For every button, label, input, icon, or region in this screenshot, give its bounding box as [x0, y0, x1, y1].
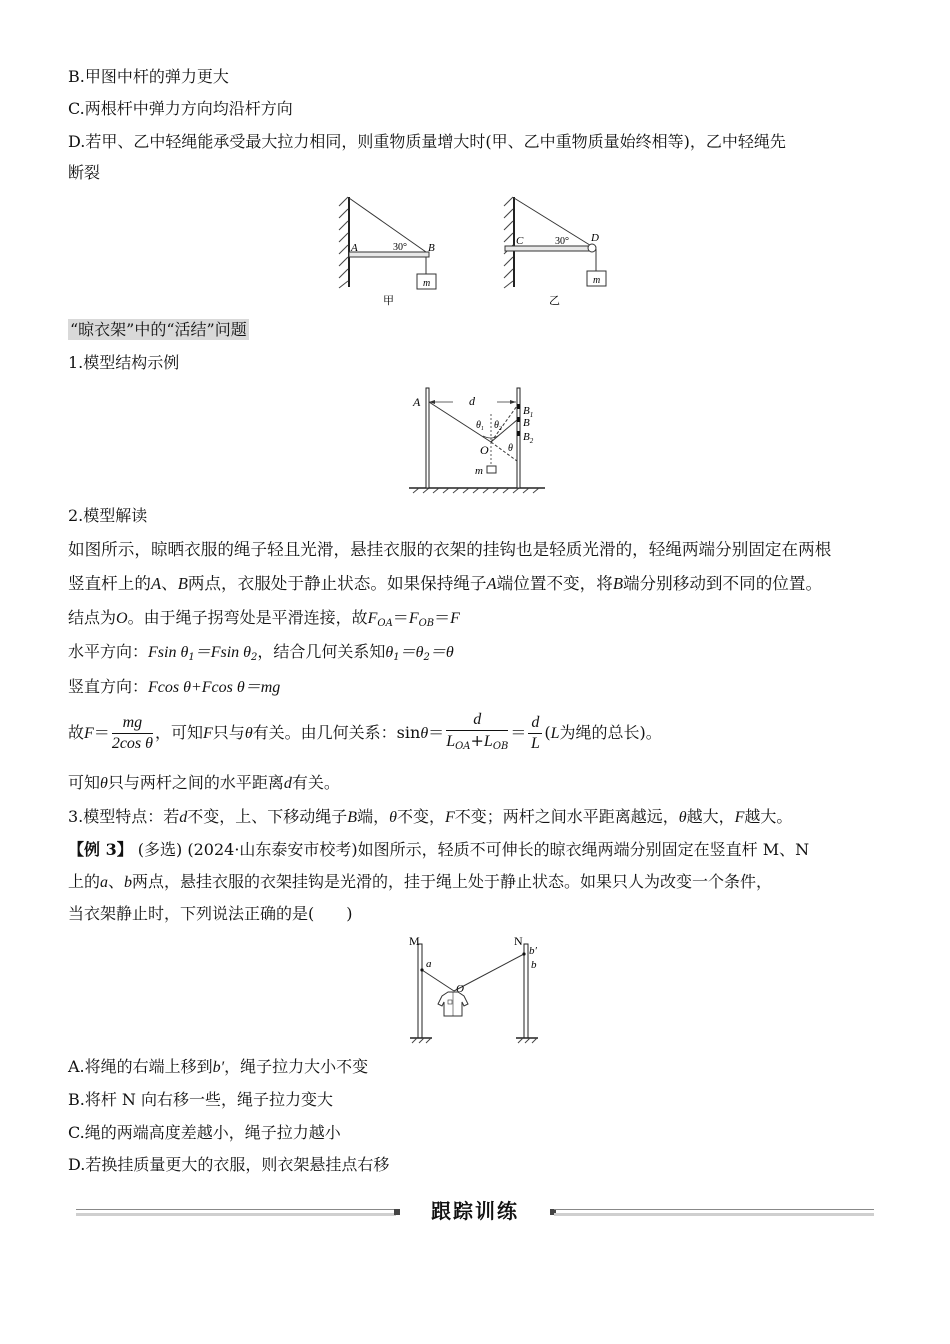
label-o: O: [456, 983, 464, 995]
option-a: A.将绳的右端上移到b′，绳子拉力大小不变: [68, 1057, 369, 1076]
option-c: C.绳的两端高度差越小，绳子拉力越小: [68, 1123, 341, 1142]
explanation-line-2: 竖直杆上的A、B两点，衣服处于静止状态。如果保持绳子A端位置不变，将B端分别移动到不同的位置。: [68, 574, 823, 593]
option-d: D.若换挂质量更大的衣服，则衣架悬挂点右移: [68, 1155, 390, 1174]
figure-yi: [504, 197, 606, 307]
label-b: B: [428, 242, 435, 254]
item-2-heading: 2.模型解读: [68, 506, 148, 525]
label-o: O: [480, 443, 489, 457]
label-a: a: [426, 958, 432, 970]
explanation-line-4: 水平方向：Fsin $\theta_1=Fsin$ $\theta_2$，结合几何关系知$\theta_1=\theta_2=\theta$: [68, 642, 454, 663]
figure-jia: [339, 197, 436, 307]
explanation-line-1: 如图所示，晾晒衣服的绳子轻且光滑，悬挂衣服的衣架的挂钩也是轻质光滑的，轻绳两端分别固定在两根: [68, 540, 832, 559]
figure-rod-comparison: [335, 192, 625, 310]
fraction-d-lsum: $\frac{d}{L_{OA}+L_{OB}}$: [446, 711, 509, 752]
fraction-d-l: $\frac{d}{L}$: [528, 713, 542, 754]
label-b: b: [531, 959, 537, 971]
label-b2: $B_2$: [523, 431, 534, 445]
example-3-line-3: 当衣架静止时，下列说法正确的是( ): [68, 904, 353, 923]
explanation-line-3: 结点为O。由于绳子拐弯处是平滑连接，故$F_{OA}=F_{OB}=F$: [68, 608, 460, 629]
label-c: C: [516, 235, 524, 247]
section-title-text: “晾衣架”中的“活结”问题: [70, 320, 247, 339]
explanation-line-5: 竖直方向：Fcos θ+Fcos θ＝mg: [68, 677, 281, 696]
label-b: B: [523, 417, 530, 429]
mass-label-jia: m: [423, 278, 431, 289]
tracking-training-banner: [76, 1197, 874, 1229]
option-d-top-line1: D.若甲、乙中轻绳能承受最大拉力相同，则重物质量增大时(甲、乙中重物质量始终相等)，乙中轻绳先: [68, 132, 786, 151]
example-3-line-2: 上的a、b两点，悬挂衣服的衣架挂钩是光滑的，挂于绳上处于静止状态。如果只人为改变一个条件，: [68, 872, 773, 891]
label-m: M: [409, 934, 420, 948]
label-theta: θ: [508, 443, 513, 454]
label-b1: $B_1$: [523, 405, 534, 419]
label-d: D: [591, 232, 599, 244]
label-a: A: [413, 395, 421, 409]
label-theta1: $\theta_1$: [476, 420, 484, 432]
formula-line: 故F＝ $\frac{mg}{\text{2cos θ}}$ ，可知F只与θ有关。由几何关系：sinθ＝ $\frac{d}{L_{OA}+L_{OB}}$ ＝ $\frac{d}{L}$ (L为绳的总长)。: [68, 710, 662, 757]
section-title: [68, 320, 249, 340]
fraction-mg-2cos: $\frac{mg}{\text{2cos θ}}$: [111, 714, 153, 752]
item-3-characteristics: 3.模型特点：若d不变，上、下移动绳子B端，θ不变，F不变；两杆之间水平距离越远，θ越大，F越大。: [68, 807, 793, 826]
label-n: N: [514, 934, 523, 948]
figure-clothesline: [404, 934, 554, 1046]
mass-label-yi: m: [593, 275, 601, 286]
label-d: d: [469, 394, 475, 408]
label-m: m: [475, 465, 483, 477]
figure-hanger-model: [405, 384, 551, 494]
item-1-heading: 1.模型结构示例: [68, 353, 180, 372]
option-c-top: C.两根杆中弹力方向均沿杆方向: [68, 99, 293, 118]
option-d-top-line2: 断裂: [68, 163, 101, 182]
example-tag: 【例 3】: [68, 840, 133, 859]
option-b: B.将杆 N 向右移一些，绳子拉力变大: [68, 1090, 334, 1109]
caption-yi: 乙: [549, 295, 560, 307]
angle-label-yi: 30°: [555, 236, 569, 247]
label-theta2: $\theta_2$: [494, 420, 502, 432]
option-b-top: B.甲图中杆的弹力更大: [68, 67, 229, 86]
angle-label-jia: 30°: [393, 242, 407, 253]
footer-title: 跟踪训练: [431, 1199, 519, 1223]
caption-jia: 甲: [383, 295, 394, 307]
example-3-line-1: 【例 3】 (多选) (2024·山东泰安市校考)如图所示，轻质不可伸长的晾衣绳两端分别固定在竖直杆 M、N: [68, 840, 810, 859]
label-b-prime: b′: [529, 945, 537, 957]
explanation-line-7: 可知θ只与两杆之间的水平距离d有关。: [68, 773, 340, 792]
label-a: A: [351, 242, 358, 254]
